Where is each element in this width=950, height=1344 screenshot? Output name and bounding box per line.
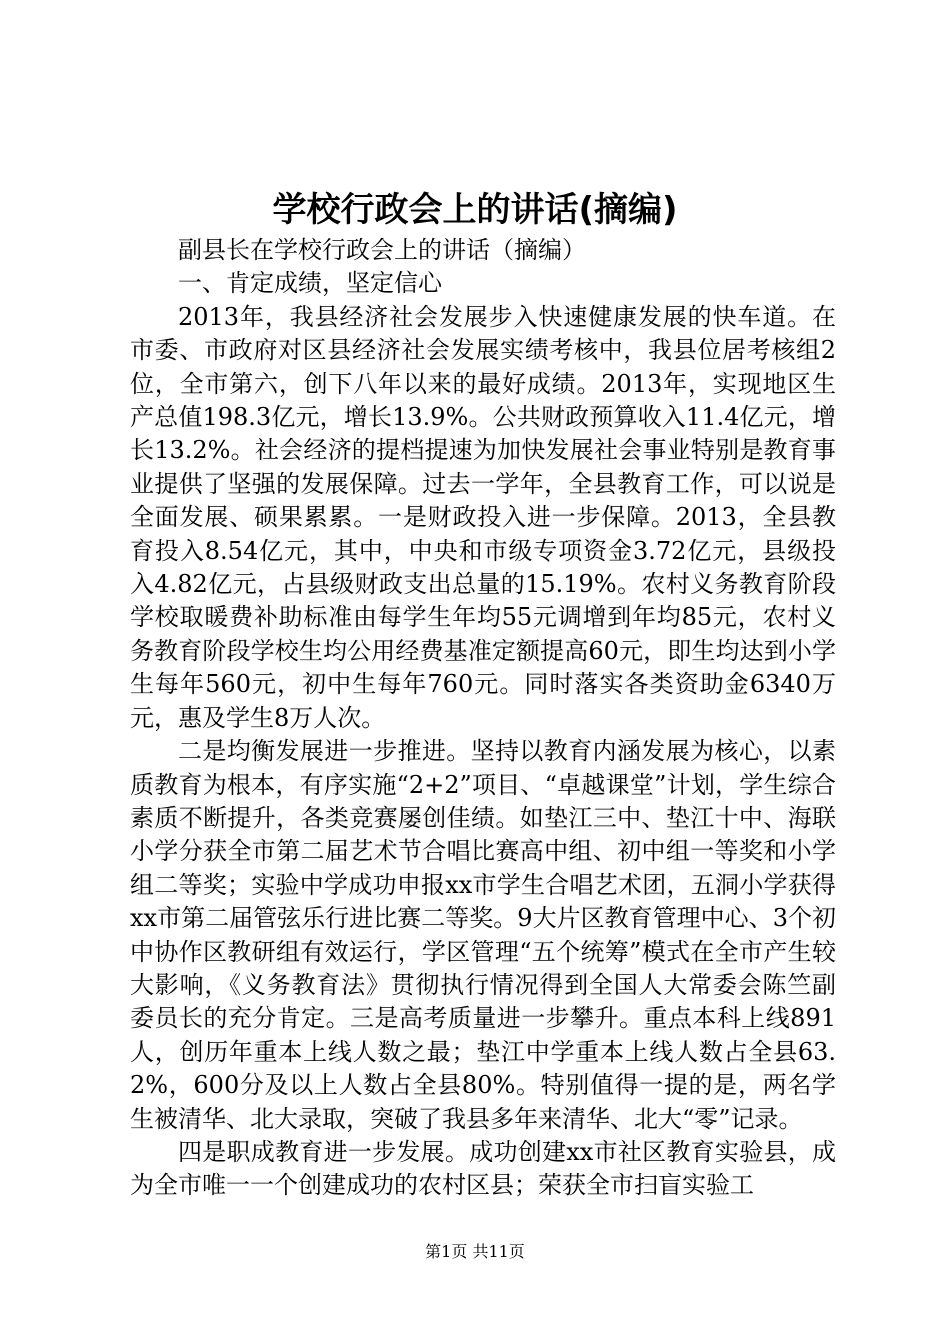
paragraph-section-heading: 一、肯定成绩，坚定信心 — [178, 269, 442, 298]
paragraph-body: 二是均衡发展进一步推进。坚持以教育内涵发展为核心，以素质教育为根本，有序实施“2+2”项目、“卓越课堂”计划，学生综合素质不断提升，各类竞赛屡创佳绩。如垫江三中、垫江十中、海联小学分获全市第二届艺术节合唱比赛高中组、初中组一等奖和小学组二等奖；实验中学成功申报xx市学生合唱艺术团，五洞小学获得xx市第二届管弦乐行进比赛二等奖。9大片区教育管理中心、3个初中协作区教研组有效运行，学区管理“五个统筹”模式在全市产生较大影响，《义务教育法》贯彻执行情况得到全国人大常委会陈竺副委员长的充分肯定。三是高考质量进一步攀升。重点本科上线891人，创历年重本上线人数之最；垫江中学重本上线人数占全县63.2%，600分及以上人数占全县80%。特别值得一提的是，两名学生被清华、北大录取，突破了我县多年来清华、北大“零”记录。 — [130, 737, 836, 1133]
paragraph-body: 2013年，我县经济社会发展步入快速健康发展的快车道。在市委、市政府对区县经济社会发展实绩考核中，我县位居考核组2位，全市第六，创下八年以来的最好成绩。2013年，实现地区生产总值198.3亿元，增长13.9%。公共财政预算收入11.4亿元，增长13.2%。社会经济的提档提速为加快发展社会事业特别是教育事业提供了坚强的发展保障。过去一学年，全县教育工作，可以说是全面发展、硕果累累。一是财政投入进一步保障。2013，全县教育投入8.54亿元，其中，中央和市级专项资金3.72亿元，县级投入4.82亿元，占县级财政支出总量的15.19%。农村义务教育阶段学校取暖费补助标准由每学生年均55元调增到年均85元，农村义务教育阶段学校生均公用经费基准定额提高60元，即生均达到小学生每年560元，初中生每年760元。同时落实各类资助金6340万元，惠及学生8万人次。 — [130, 302, 836, 732]
paragraph-body: 四是职成教育进一步发展。成功创建xx市社区教育实验县，成为全市唯一一个创建成功的农村区县；荣获全市扫盲实验工 — [130, 1137, 836, 1200]
page-number-footer: 第1页 共11页 — [425, 1242, 525, 1261]
paragraph-subtitle: 副县长在学校行政会上的讲话（摘编） — [178, 236, 586, 264]
document-title: 学校行政会上的讲话(摘编) — [272, 190, 678, 230]
document-body — [130, 234, 836, 1203]
